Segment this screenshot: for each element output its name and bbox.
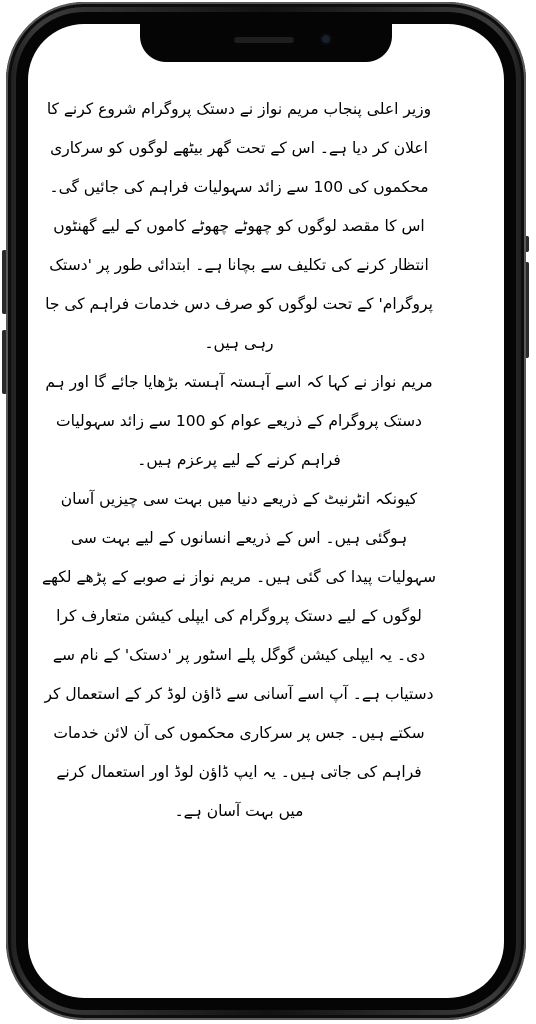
speaker-grille xyxy=(234,37,294,43)
article-body xyxy=(42,90,436,831)
article-paragraph-2: مریم نواز نے کہا کہ اسے آہستہ آہستہ بڑھایا جائے گا اور ہم دستک پروگرام کے ذریعے عوام کو 100 سے زائد سہولیات فراہم کرنے کے لیے پرعزم ہیں۔ xyxy=(45,373,433,469)
article-paragraph-3: کیونکہ انٹرنیٹ کے ذریعے دنیا میں بہت سی چیزیں آسان ہوگئی ہیں۔ اس کے ذریعے انسانوں کے لیے بہت سی سہولیات پیدا کی گئی ہیں۔ مریم نواز نے صوبے کے پڑھے لکھے لوگوں کے لیے دستک پروگرام کی ایپلی کیشن متعارف کرا دی۔ یہ ایپلی کیشن گوگل پلے اسٹور پر 'دستک' کے نام سے دستیاب ہے۔ آپ اسے آسانی سے ڈاؤن لوڈ کر کے استعمال کر سکتے ہیں۔ جس پر سرکاری محکموں کی آن لائن خدمات فراہم کی جاتی ہیں۔ یہ ایپ ڈاؤن لوڈ اور استعمال کرنے میں بہت آسان ہے۔ xyxy=(42,490,436,820)
notch xyxy=(140,24,392,62)
article-paragraph-1: وزیر اعلی پنجاب مریم نواز نے دستک پروگرام شروع کرنے کا اعلان کر دیا ہے۔ اس کے تحت گھر بیٹھے لوگوں کو سرکاری محکموں کی 100 سے زائد سہولیات فراہم کی جائیں گی۔ اس کا مقصد لوگوں کو چھوٹے چھوٹے کاموں کے لیے گھنٹوں انتظار کرنے کی تکلیف سے بچانا ہے۔ ابتدائی طور پر 'دستک پروگرام' کے تحت لوگوں کو صرف دس خدمات فراہم کی جا رہی ہیں۔ xyxy=(45,100,433,352)
camera-icon xyxy=(320,33,332,45)
